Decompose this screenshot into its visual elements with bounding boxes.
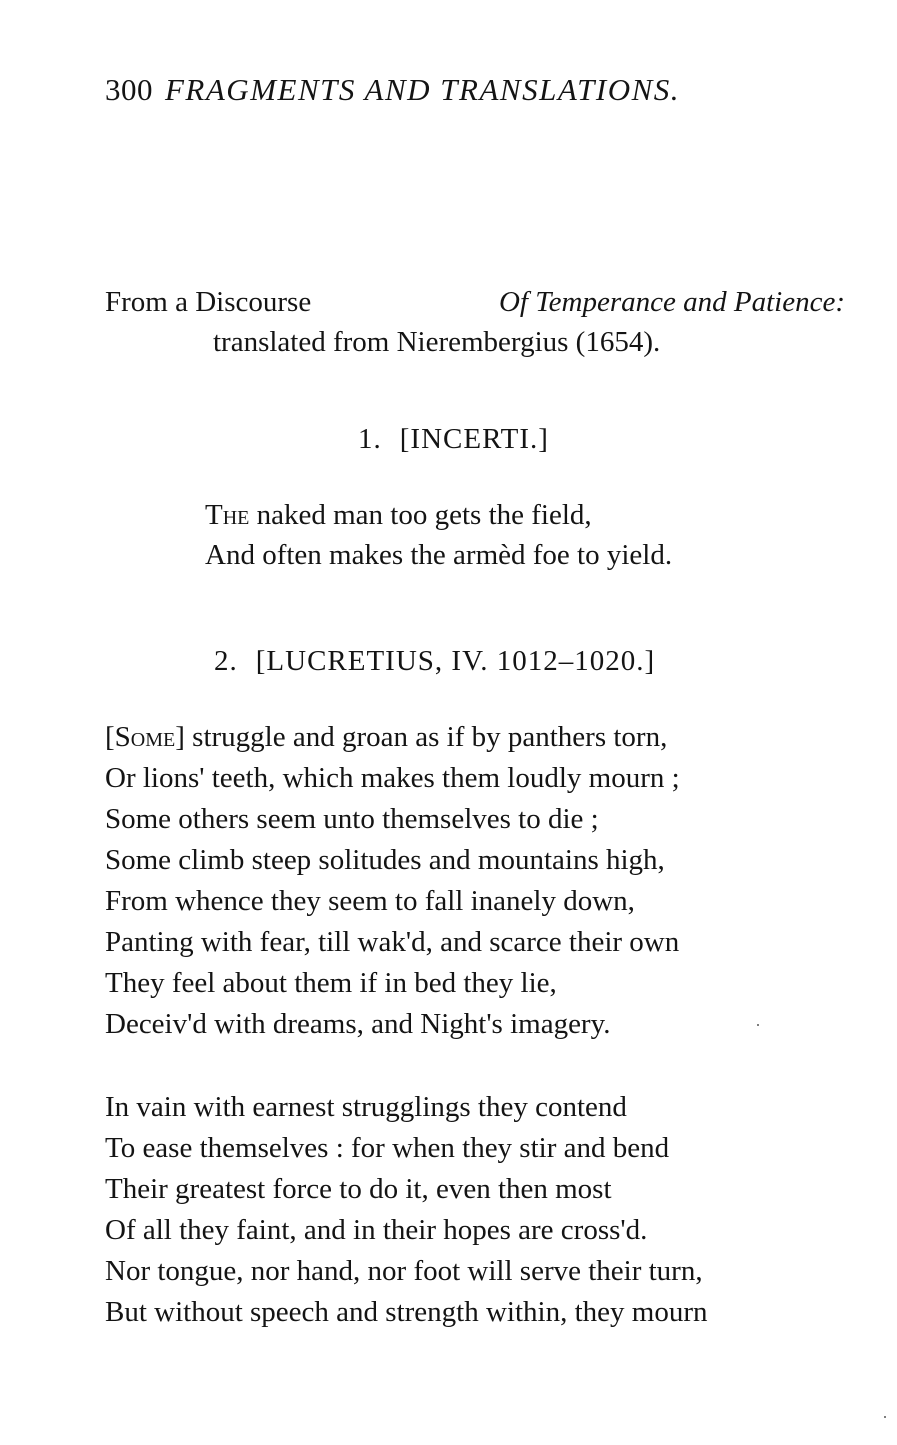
section-2-heading [214,645,655,678]
print-speck [757,1024,759,1026]
section-2-number: 2. [214,645,238,677]
verse-line: In vain with earnest strugglings they contend [105,1091,627,1123]
source-prefix: From a Discourse [105,286,312,318]
verse-line: Some climb steep solitudes and mountains high, [105,844,665,876]
verse-line: To ease themselves : for when they stir and bend [105,1132,670,1164]
lead-word: Some [114,721,176,753]
running-title: FRAGMENTS AND TRANSLATIONS. [165,72,681,107]
source-line-2: translated from Nierembergius (1654). [213,326,661,358]
verse-line: But without speech and strength within, they mourn [105,1296,708,1328]
verse-line: Of all they faint, and in their hopes are cross'd. [105,1214,648,1246]
running-header [105,72,680,108]
section-1-number: 1. [358,423,382,455]
verse-line: Deceiv'd with dreams, and Night's imagery. [105,1008,611,1040]
lead-word: The [205,499,250,531]
section-2-stanza-1 [105,717,680,1045]
verse-line: Their greatest force to do it, even then most [105,1173,612,1205]
verse-line: Some others seem unto themselves to die ; [105,803,599,835]
source-line-1 [105,282,845,322]
verse-line: From whence they seem to fall inanely down, [105,885,635,917]
verse-line: The naked man too gets the field, [205,499,592,531]
section-2-stanza-2 [105,1087,707,1333]
verse-line: They feel about them if in bed they lie, [105,967,557,999]
page-number: 300 [105,72,153,107]
section-1-heading [358,423,549,456]
print-speck [884,1416,886,1418]
verse-line: [Some] struggle and groan as if by panthers torn, [105,721,668,753]
verse-line: And often makes the armèd foe to yield. [205,539,673,571]
section-2-title: [LUCRETIUS, IV. 1012–1020.] [255,645,656,677]
verse-line: Or lions' teeth, which makes them loudly mourn ; [105,762,680,794]
work-title: Of Temperance and Patience: [498,286,845,318]
section-1-verse [205,495,672,575]
verse-line: Nor tongue, nor hand, nor foot will serve their turn, [105,1255,703,1287]
section-1-title: [INCERTI.] [399,423,549,455]
verse-line: Panting with fear, till wak'd, and scarce their own [105,926,680,958]
source-note [105,282,845,362]
